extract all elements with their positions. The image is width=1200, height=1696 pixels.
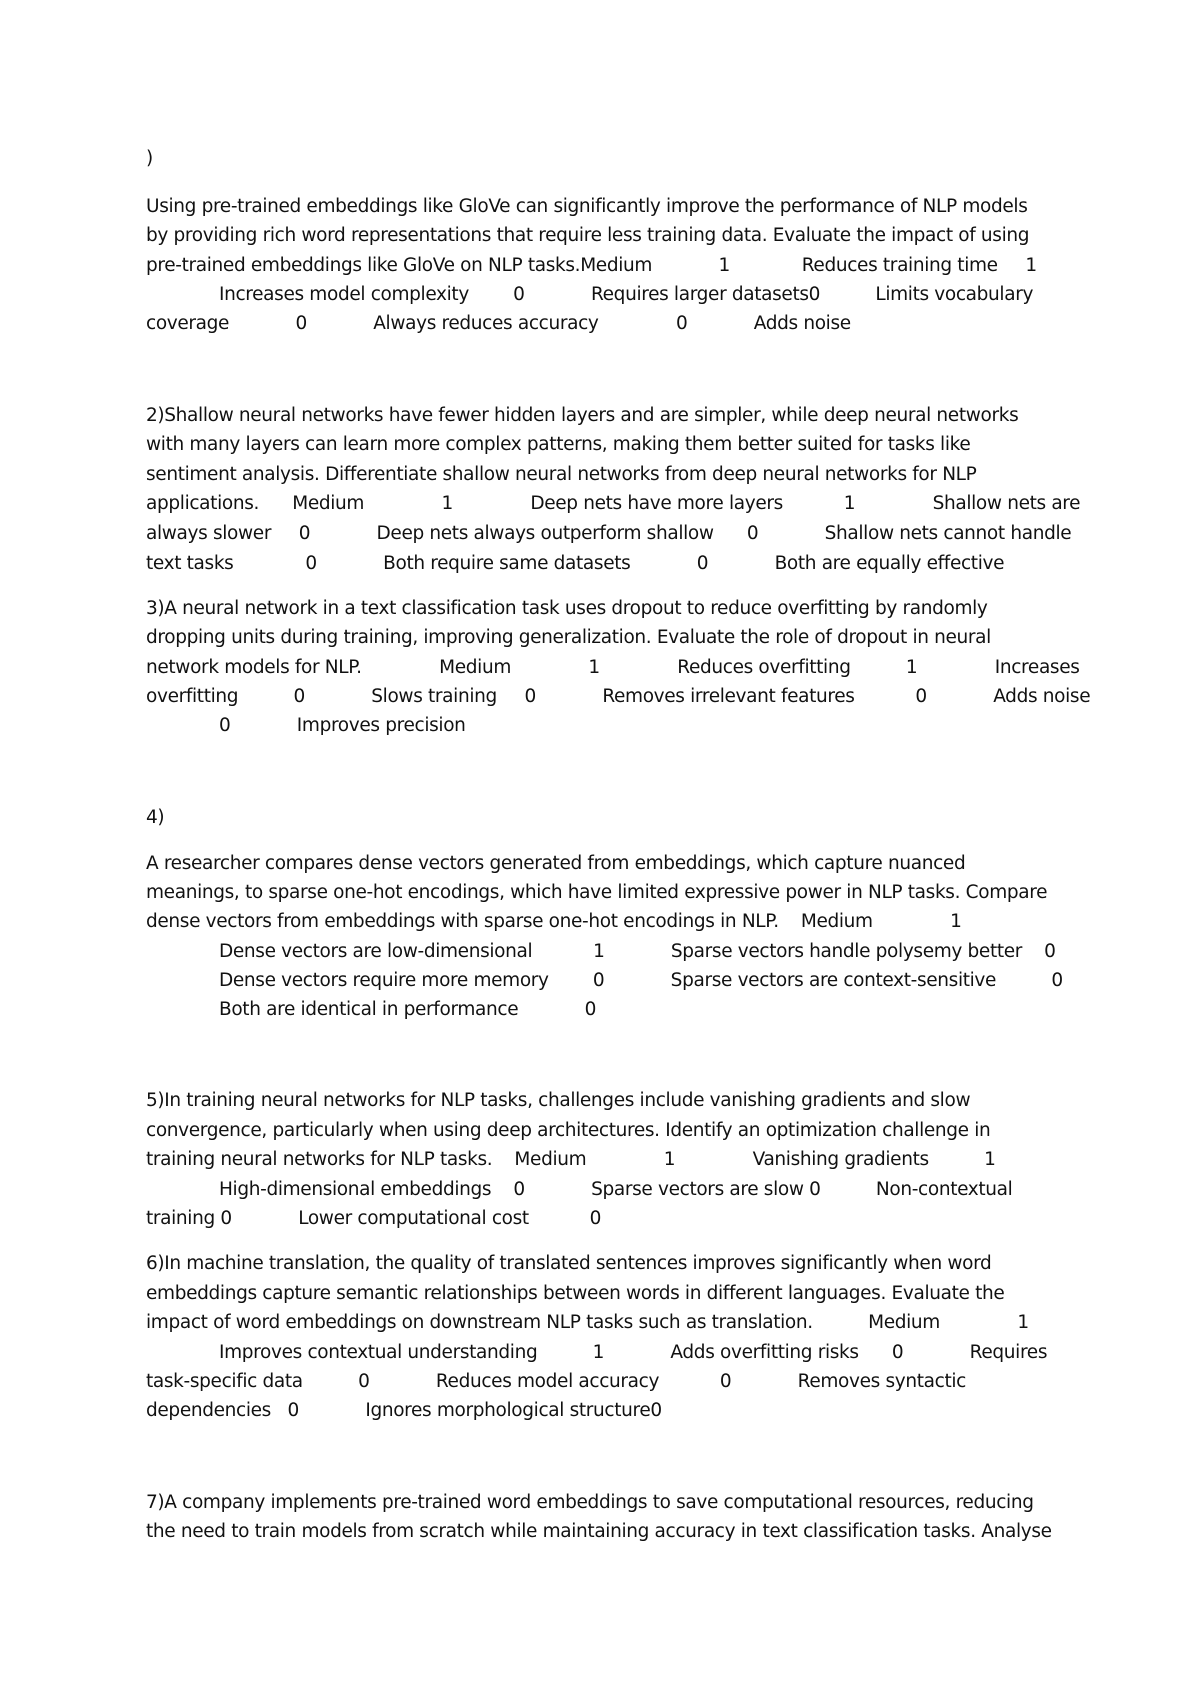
question-7-line: the need to train models from scratch while maintaining accuracy in text classification tasks. Analyse [146,1521,1052,1542]
question-6-options: task-specific data 0 Reduces model accuracy 0 Removes syntactic [146,1371,966,1392]
question-6-line: embeddings capture semantic relationships between words in different languages. Evaluate the [146,1283,1005,1304]
question-6-options: Improves contextual understanding 1 Adds overfitting risks 0 Requires [219,1342,1048,1363]
question-3-line: dropping units during training, improving generalization. Evaluate the role of dropout in neural [146,627,991,648]
question-4-options: Both are identical in performance 0 [219,999,597,1020]
question-4-line: A researcher compares dense vectors generated from embeddings, which capture nuanced [146,853,966,874]
question-2-line: with many layers can learn more complex patterns, making them better suited for tasks like [146,434,971,455]
question-1-options: coverage 0 Always reduces accuracy 0 Adds noise [146,313,851,334]
question-1-number: ) [146,148,153,169]
question-4-line: meanings, to sparse one-hot encodings, which have limited expressive power in NLP tasks. Compare [146,882,1048,903]
question-1-line: pre-trained embeddings like GloVe on NLP tasks.Medium 1 Reduces training time 1 [146,255,1037,276]
question-3-options: 0 Improves precision [219,715,466,736]
question-1-line: Using pre-trained embeddings like GloVe can significantly improve the performance of NLP models [146,196,1028,217]
question-1-line: by providing rich word representations that require less training data. Evaluate the impact of using [146,225,1030,246]
question-6-line: 6)In machine translation, the quality of translated sentences improves significantly when word [146,1253,992,1274]
question-2-line: sentiment analysis. Differentiate shallow neural networks from deep neural networks for NLP [146,464,977,485]
question-5-options: training 0 Lower computational cost 0 [146,1208,602,1229]
question-2-line: applications. Medium 1 Deep nets have more layers 1 Shallow nets are [146,493,1081,514]
question-5-line: training neural networks for NLP tasks. Medium 1 Vanishing gradients 1 [146,1149,996,1170]
question-4-number: 4) [146,807,165,828]
question-5-line: convergence, particularly when using deep architectures. Identify an optimization challenge in [146,1120,991,1141]
question-5-line: 5)In training neural networks for NLP tasks, challenges include vanishing gradients and slow [146,1090,971,1111]
question-4-options: Dense vectors require more memory 0 Sparse vectors are context-sensitive 0 [219,970,1063,991]
question-5-options: High-dimensional embeddings 0 Sparse vectors are slow 0 Non-contextual [219,1179,1013,1200]
question-2-options: always slower 0 Deep nets always outperform shallow 0 Shallow nets cannot handle [146,523,1072,544]
question-7-line: 7)A company implements pre-trained word embeddings to save computational resources, reducing [146,1492,1034,1513]
question-3-line: 3)A neural network in a text classification task uses dropout to reduce overfitting by randomly [146,598,988,619]
question-3-options: overfitting 0 Slows training 0 Removes irrelevant features 0 Adds noise [146,686,1091,707]
question-3-line: network models for NLP. Medium 1 Reduces overfitting 1 Increases [146,657,1080,678]
question-2-line: 2)Shallow neural networks have fewer hidden layers and are simpler, while deep neural networks [146,405,1019,426]
question-1-options: Increases model complexity 0 Requires larger datasets0 Limits vocabulary [219,284,1034,305]
question-6-options: dependencies 0 Ignores morphological structure0 [146,1400,662,1421]
question-6-line: impact of word embeddings on downstream NLP tasks such as translation. Medium 1 [146,1312,1029,1333]
question-4-line: dense vectors from embeddings with sparse one-hot encodings in NLP. Medium 1 [146,911,962,932]
question-4-options: Dense vectors are low-dimensional 1 Sparse vectors handle polysemy better 0 [219,941,1056,962]
question-2-options: text tasks 0 Both require same datasets 0 Both are equally effective [146,553,1005,574]
